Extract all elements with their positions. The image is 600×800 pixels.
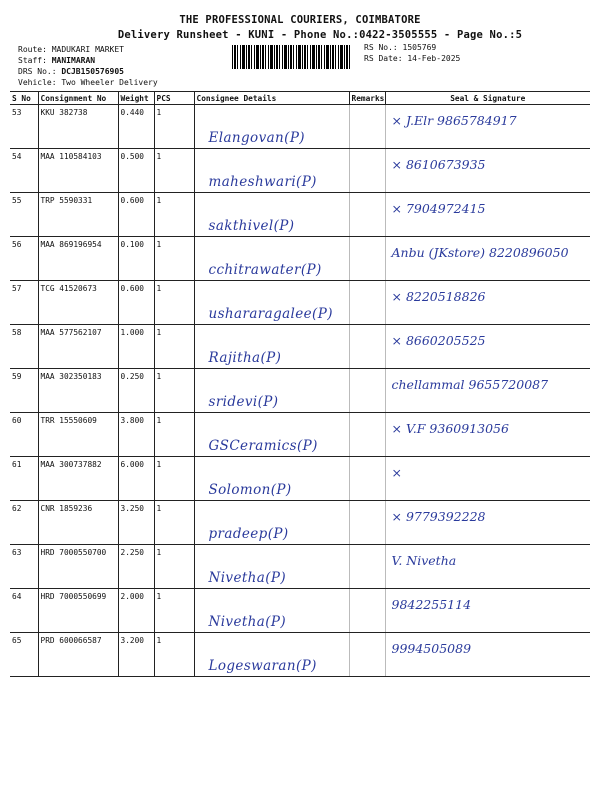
handwritten-consignee: GSCeramics(P) [208, 438, 318, 454]
cell-sno: 55 [10, 193, 38, 237]
company-title: THE PROFESSIONAL COURIERS, COIMBATORE [179, 14, 421, 26]
cell-signature [385, 105, 590, 149]
table-row [10, 105, 590, 149]
cell-consignee [194, 501, 349, 545]
handwritten-signature: × [391, 465, 402, 480]
cell-consignment: MAA 300737882 [38, 457, 118, 501]
rs-no: RS No.: 1505769 [364, 43, 437, 52]
cell-signature [385, 413, 590, 457]
cell-sno: 57 [10, 281, 38, 325]
cell-pcs: 1 [154, 149, 194, 193]
cell-weight: 3.200 [118, 633, 154, 677]
table-row [10, 193, 590, 237]
staff-line [18, 55, 158, 66]
cell-signature [385, 281, 590, 325]
cell-consignment: MAA 869196954 [38, 237, 118, 281]
cell-consignment: MAA 577562107 [38, 325, 118, 369]
cell-sno: 65 [10, 633, 38, 677]
handwritten-signature: Anbu (JKstore) 8220896050 [391, 245, 569, 260]
cell-weight: 2.000 [118, 589, 154, 633]
cell-pcs: 1 [154, 501, 194, 545]
table-row [10, 413, 590, 457]
cell-pcs: 1 [154, 457, 194, 501]
cell-sno: 53 [10, 105, 38, 149]
cell-weight: 0.100 [118, 237, 154, 281]
handwritten-consignee: sakthivel(P) [208, 218, 295, 234]
cell-weight: 0.250 [118, 369, 154, 413]
handwritten-signature: × 8220518826 [391, 289, 486, 304]
col-header-remarks: Remarks [349, 92, 385, 105]
cell-sno: 63 [10, 545, 38, 589]
cell-remarks [349, 413, 385, 457]
cell-consignee [194, 149, 349, 193]
cell-weight: 6.000 [118, 457, 154, 501]
table-row [10, 633, 590, 677]
handwritten-signature: × 8660205525 [391, 333, 486, 348]
staff-label: Staff: [18, 56, 47, 65]
handwritten-signature: 9842255114 [391, 597, 472, 612]
cell-pcs: 1 [154, 281, 194, 325]
cell-weight: 3.800 [118, 413, 154, 457]
cell-consignment: MAA 302350183 [38, 369, 118, 413]
handwritten-consignee: maheshwari(P) [208, 174, 317, 190]
handwritten-signature: × 9779392228 [391, 509, 486, 524]
handwritten-consignee: Logeswaran(P) [208, 658, 317, 674]
cell-signature [385, 149, 590, 193]
cell-weight: 2.250 [118, 545, 154, 589]
cell-pcs: 1 [154, 105, 194, 149]
cell-pcs: 1 [154, 325, 194, 369]
drs-line [18, 66, 158, 77]
cell-sno: 54 [10, 149, 38, 193]
cell-remarks [349, 193, 385, 237]
meta-left [18, 44, 158, 88]
cell-weight: 0.600 [118, 281, 154, 325]
cell-remarks [349, 589, 385, 633]
cell-consignee [194, 457, 349, 501]
handwritten-signature: V. Nivetha [391, 553, 457, 568]
cell-remarks [349, 325, 385, 369]
handwritten-signature: × 8610673935 [391, 157, 486, 172]
handwritten-consignee: Nivetha(P) [208, 570, 287, 586]
cell-consignee [194, 633, 349, 677]
cell-consignee [194, 325, 349, 369]
cell-weight: 0.500 [118, 149, 154, 193]
handwritten-consignee: cchitrawater(P) [208, 262, 322, 278]
rs-date: RS Date: 14-Feb-2025 [364, 54, 461, 63]
cell-weight: 1.000 [118, 325, 154, 369]
cell-pcs: 1 [154, 369, 194, 413]
cell-consignee [194, 369, 349, 413]
cell-consignee [194, 193, 349, 237]
col-header-pcs: PCS [154, 92, 194, 105]
handwritten-signature: × 7904972415 [391, 201, 486, 216]
cell-consignee [194, 545, 349, 589]
table-row [10, 281, 590, 325]
cell-remarks [349, 237, 385, 281]
cell-consignee [194, 281, 349, 325]
table-row [10, 325, 590, 369]
cell-signature [385, 589, 590, 633]
cell-weight: 3.250 [118, 501, 154, 545]
col-header-consignee: Consignee Details [194, 92, 349, 105]
cell-sno: 59 [10, 369, 38, 413]
handwritten-consignee: Rajitha(P) [208, 350, 282, 366]
handwritten-consignee: Elangovan(P) [208, 130, 305, 146]
col-header-weight: Weight [118, 92, 154, 105]
meta-right [364, 42, 460, 64]
cell-sno: 61 [10, 457, 38, 501]
cell-signature [385, 633, 590, 677]
cell-consignment: TRR 15550609 [38, 413, 118, 457]
cell-pcs: 1 [154, 237, 194, 281]
cell-consignment: TRP 5590331 [38, 193, 118, 237]
cell-remarks [349, 149, 385, 193]
cell-consignee [194, 589, 349, 633]
handwritten-signature: × V.F 9360913056 [391, 421, 509, 436]
cell-remarks [349, 501, 385, 545]
table-body [10, 105, 590, 677]
table-row [10, 545, 590, 589]
cell-consignment: CNR 1859236 [38, 501, 118, 545]
table-row [10, 457, 590, 501]
runsheet-table [10, 91, 590, 677]
cell-consignment: MAA 110584103 [38, 149, 118, 193]
handwritten-consignee: Solomon(P) [208, 482, 292, 498]
table-row [10, 501, 590, 545]
cell-remarks [349, 545, 385, 589]
handwritten-signature: 9994505089 [391, 641, 472, 656]
cell-weight: 0.600 [118, 193, 154, 237]
cell-consignment: KKU 382738 [38, 105, 118, 149]
handwritten-signature: chellammal 9655720087 [391, 377, 549, 392]
cell-pcs: 1 [154, 633, 194, 677]
handwritten-signature: × J.Elr 9865784917 [391, 113, 517, 128]
cell-signature [385, 237, 590, 281]
cell-remarks [349, 457, 385, 501]
cell-remarks [349, 105, 385, 149]
cell-consignment: TCG 41520673 [38, 281, 118, 325]
col-header-consignment: Consignment No [38, 92, 118, 105]
handwritten-consignee: sridevi(P) [208, 394, 279, 410]
cell-consignee [194, 105, 349, 149]
cell-sno: 56 [10, 237, 38, 281]
route-text: Route: MADUKARI MARKET [18, 45, 124, 54]
cell-sno: 62 [10, 501, 38, 545]
handwritten-consignee: ushararagalee(P) [208, 306, 333, 322]
col-header-seal: Seal & Signature [385, 92, 590, 105]
table-row [10, 369, 590, 413]
handwritten-consignee: Nivetha(P) [208, 614, 287, 630]
cell-pcs: 1 [154, 193, 194, 237]
table-header-row [10, 92, 590, 105]
table-row [10, 237, 590, 281]
barcode-image [232, 45, 352, 69]
cell-consignment: PRD 600066587 [38, 633, 118, 677]
handwritten-consignee: pradeep(P) [208, 526, 289, 542]
cell-pcs: 1 [154, 545, 194, 589]
cell-signature [385, 501, 590, 545]
drs-value: DCJB150576905 [61, 67, 124, 76]
runsheet-subtitle: Delivery Runsheet - KUNI - Phone No.:0422-3505555 - Page No.:5 [117, 29, 523, 41]
cell-consignee [194, 413, 349, 457]
cell-signature [385, 545, 590, 589]
col-header-sno: S No [10, 92, 38, 105]
staff-value: MANIMARAN [51, 56, 96, 65]
cell-pcs: 1 [154, 413, 194, 457]
cell-signature [385, 193, 590, 237]
cell-signature [385, 369, 590, 413]
cell-signature [385, 457, 590, 501]
table-row [10, 149, 590, 193]
cell-remarks [349, 281, 385, 325]
table-row [10, 589, 590, 633]
vehicle-text: Vehicle: Two Wheeler Delivery [18, 78, 158, 87]
cell-remarks [349, 633, 385, 677]
cell-sno: 60 [10, 413, 38, 457]
cell-consignee [194, 237, 349, 281]
drs-label: DRS No.: [18, 67, 57, 76]
cell-remarks [349, 369, 385, 413]
cell-sno: 58 [10, 325, 38, 369]
cell-consignment: HRD 7000550700 [38, 545, 118, 589]
cell-pcs: 1 [154, 589, 194, 633]
cell-sno: 64 [10, 589, 38, 633]
cell-signature [385, 325, 590, 369]
cell-weight: 0.440 [118, 105, 154, 149]
cell-consignment: HRD 7000550699 [38, 589, 118, 633]
